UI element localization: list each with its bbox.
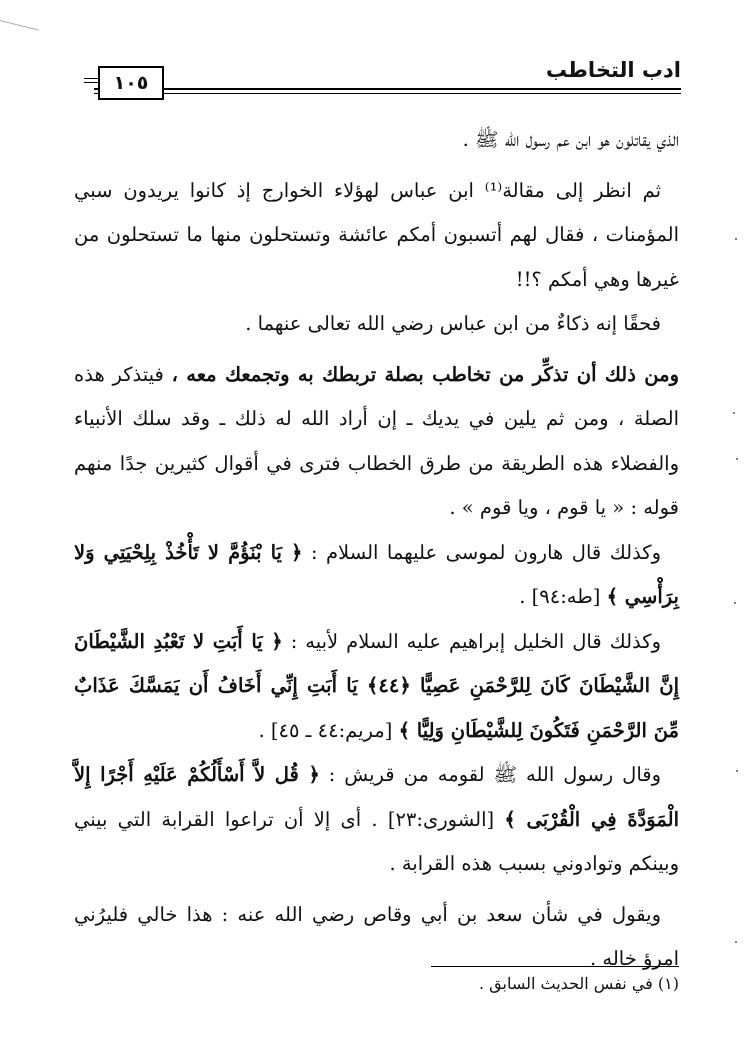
paragraph-8: [74, 893, 679, 982]
header-rule: [94, 88, 681, 94]
paragraph-text: وقال رسول الله ﷺ لقومه من قريش :: [319, 763, 661, 786]
paragraph-2: [74, 169, 679, 303]
paragraph-text: فيتذكر هذه الصلة ، ومن ثم يلين في يديك ـ إن أراد الله له ذلك ـ وقد سلك الأنبياء والفضلاء هذه الطريقة من طرق الخطاب فترى في أقوال كثيرين جدًا منهم قوله : « يا قوم ، ويا قوم » .: [74, 362, 679, 519]
header-rule-tick: [84, 78, 98, 83]
paragraph-text: وكذلك قال الخليل إبراهيم عليه السلام لأبيه :: [282, 629, 661, 653]
scan-speck: [736, 770, 738, 772]
paragraph-6: [74, 620, 679, 754]
paragraph-text: فحقًا إنه ذكاءٌ من ابن عباس رضي الله تعالى عنهما .: [245, 312, 661, 335]
scan-speck: [734, 602, 736, 604]
quran-verse: ﴿ يَا أَبَتِ لا تَعْبُدِ الشَّيْطَانَ إِنَّ الشَّيْطَانَ كَانَ لِلرَّحْمَنِ عَصِيًّا ﴿٤٤﴾ يَا أَبَتِ إِنِّي أَخَافُ أَن يَمَسَّكَ عَذَابٌ مِّنَ الرَّحْمَنِ فَتَكُونَ لِلشَّيْطَانِ وَلِيًّا ﴾: [74, 629, 679, 742]
paragraph-text: ثم انظر إلى مقالة⁽¹⁾ ابن عباس لهؤلاء الخوارج إذ كانوا يريدون سبي المؤمنات ، فقال لهم أتسبون أمكم عائشة وتستحلون منها ما تستحلون من غيرها وهي أمكم ؟!!: [74, 178, 679, 291]
running-header-title: ادب التخاطب: [545, 58, 681, 82]
verse-citation: [الشورى:٢٣] . أى إلا أن تراعوا القرابة التي بيني وبينكم وتوادوني بسبب هذه القرابة .: [74, 807, 679, 875]
paragraph-3: [74, 302, 679, 347]
footnote-rule: [431, 966, 679, 967]
verse-citation: [مريم:٤٤ ـ ٤٥] .: [258, 718, 399, 742]
scan-speck: [733, 412, 735, 414]
page-number: ١٠٥: [98, 66, 164, 100]
paragraph-text: وكذلك قال هارون لموسى عليهما السلام :: [302, 540, 662, 564]
scan-speck: [735, 238, 737, 240]
quran-verse: ﴿ يَا بْنَؤُمَّ لا تَأْخُذْ بِلِحْيَتِي وَلا بِرَأْسِي ﴾: [74, 540, 679, 608]
paragraph-7: [74, 753, 679, 887]
paragraph-text: ويقول في شأن سعد بن أبي وقاص رضي الله عنه : هذا خالي فليرُني امرؤ خاله .: [74, 902, 679, 970]
paragraph-4: [74, 353, 679, 531]
paragraph-1: [74, 118, 679, 163]
quran-verse: ﴿ قُل لاَّ أَسْأَلُكُمْ عَلَيْهِ أَجْرًا إِلاَّ الْمَوَدَّةَ فِي الْقُرْبَى ﴾: [74, 763, 679, 831]
footnote: (١) في نفس الحديث السابق .: [478, 974, 679, 993]
scan-artifact-line: [0, 20, 39, 31]
verse-citation: [طه:٩٤] .: [519, 585, 607, 608]
body-text: [74, 118, 679, 982]
paragraph-text: الذي يقاتلون هو ابن عم رسول الله ﷺ .: [462, 128, 679, 151]
scan-speck: [736, 458, 738, 460]
scan-speck: [735, 941, 737, 943]
paragraph-5: [74, 531, 679, 620]
paragraph-bold-lead: ومن ذلك أن تذكِّر من تخاطب بصلة تربطك به وتجمعك معه ،: [171, 362, 679, 386]
